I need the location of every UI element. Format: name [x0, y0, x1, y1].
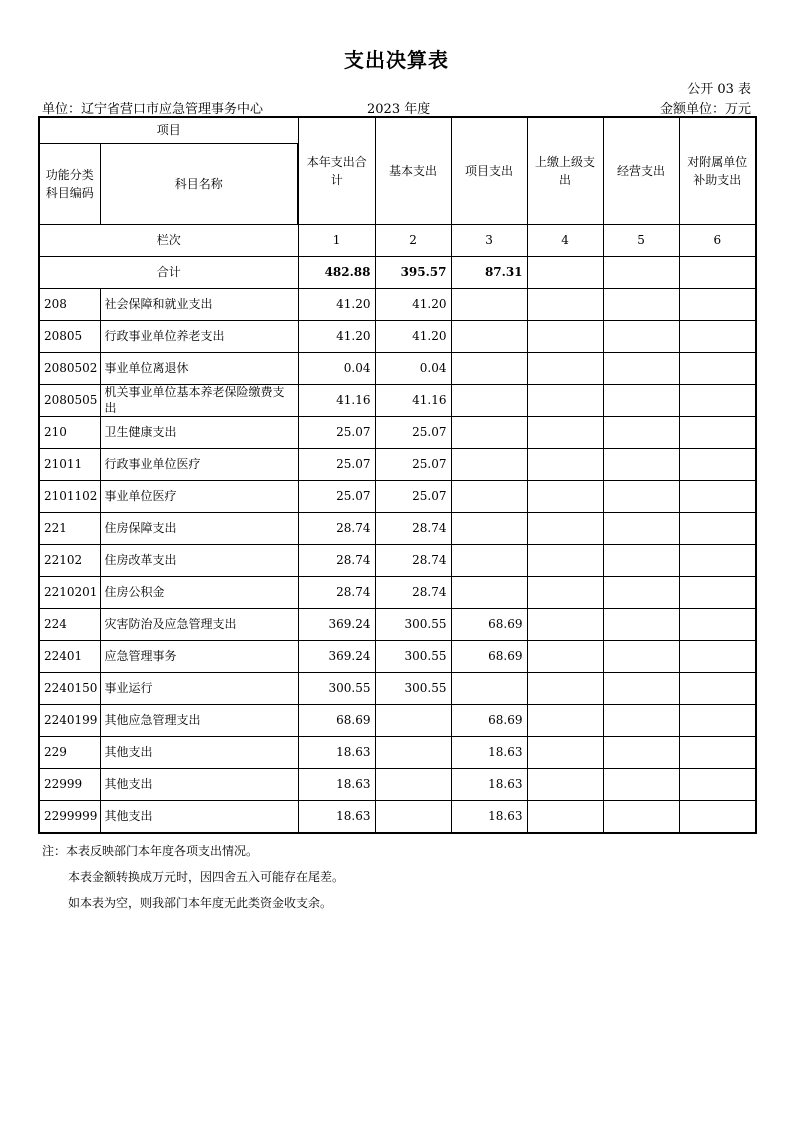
row-basic-expense: 25.07	[375, 416, 451, 448]
row-project-expense	[451, 288, 527, 320]
row-remit-expense	[527, 576, 603, 608]
row-subsidy-expense	[679, 704, 756, 736]
row-total-expense: 25.07	[298, 480, 375, 512]
row-remit-expense	[527, 704, 603, 736]
row-total-expense: 28.74	[298, 544, 375, 576]
row-name	[100, 800, 298, 833]
row-remit-expense	[527, 672, 603, 704]
notes	[42, 838, 344, 916]
row-basic-expense: 300.55	[375, 672, 451, 704]
total-c3: 87.31	[451, 256, 527, 288]
table-row	[39, 704, 756, 736]
row-subsidy-expense	[679, 544, 756, 576]
table-row	[39, 352, 756, 384]
row-operating-expense	[603, 512, 679, 544]
row-project-expense: 68.69	[451, 704, 527, 736]
row-code: 208	[39, 288, 100, 320]
table-row	[39, 608, 756, 640]
row-basic-expense: 28.74	[375, 544, 451, 576]
total-c1: 482.88	[298, 256, 375, 288]
row-code: 2240150	[39, 672, 100, 704]
table-row	[39, 480, 756, 512]
total-label: 合计	[39, 256, 298, 288]
row-project-expense: 18.63	[451, 800, 527, 833]
row-subsidy-expense	[679, 448, 756, 480]
table-row	[39, 576, 756, 608]
row-total-expense: 18.63	[298, 736, 375, 768]
row-remit-expense	[527, 768, 603, 800]
row-project-expense	[451, 672, 527, 704]
row-name	[100, 448, 298, 480]
row-operating-expense	[603, 704, 679, 736]
row-subsidy-expense	[679, 384, 756, 416]
row-basic-expense: 300.55	[375, 608, 451, 640]
row-name-text: 灾害防治及应急管理支出	[104, 617, 237, 631]
expenditure-table	[38, 116, 757, 834]
row-name	[100, 640, 298, 672]
row-basic-expense	[375, 768, 451, 800]
row-name	[100, 480, 298, 512]
row-total-expense: 28.74	[298, 512, 375, 544]
row-remit-expense	[527, 448, 603, 480]
row-total-expense: 68.69	[298, 704, 375, 736]
year-label: 2023 年度	[367, 102, 431, 117]
row-code: 20805	[39, 320, 100, 352]
row-name	[100, 320, 298, 352]
row-total-expense: 41.16	[298, 384, 375, 416]
row-code: 2299999	[39, 800, 100, 833]
row-name	[100, 416, 298, 448]
row-subsidy-expense	[679, 672, 756, 704]
header-col3: 项目支出	[451, 117, 527, 224]
row-remit-expense	[527, 320, 603, 352]
row-basic-expense: 25.07	[375, 480, 451, 512]
table-row	[39, 672, 756, 704]
total-row	[39, 256, 756, 288]
row-name-text: 其他支出	[104, 809, 153, 823]
index-2: 2	[375, 224, 451, 256]
row-total-expense: 300.55	[298, 672, 375, 704]
row-subsidy-expense	[679, 480, 756, 512]
page-title: 支出决算表	[344, 48, 449, 72]
row-code: 22401	[39, 640, 100, 672]
row-basic-expense	[375, 704, 451, 736]
header-col4: 上缴上级支出	[527, 117, 603, 224]
row-name-text: 住房改革支出	[104, 553, 177, 567]
row-total-expense: 41.20	[298, 320, 375, 352]
row-name-text: 行政事业单位医疗	[104, 457, 201, 471]
row-code: 224	[39, 608, 100, 640]
row-total-expense: 25.07	[298, 448, 375, 480]
row-code: 22999	[39, 768, 100, 800]
table-row	[39, 768, 756, 800]
row-name	[100, 608, 298, 640]
row-name-text: 机关事业单位基本养老保险缴费支出	[104, 385, 285, 415]
row-basic-expense: 25.07	[375, 448, 451, 480]
row-project-expense: 18.63	[451, 768, 527, 800]
row-name-text: 住房公积金	[104, 585, 165, 599]
row-basic-expense: 28.74	[375, 576, 451, 608]
total-c6	[679, 256, 756, 288]
note-2: 本表金额转换成万元时，因四舍五入可能存在尾差。	[68, 870, 345, 884]
table-row	[39, 736, 756, 768]
row-project-expense	[451, 448, 527, 480]
row-name-text: 行政事业单位养老支出	[104, 329, 225, 343]
row-code: 2080502	[39, 352, 100, 384]
row-name-text: 住房保障支出	[104, 521, 177, 535]
index-6: 6	[679, 224, 756, 256]
row-operating-expense	[603, 640, 679, 672]
row-project-expense	[451, 384, 527, 416]
row-total-expense: 369.24	[298, 640, 375, 672]
row-remit-expense	[527, 736, 603, 768]
table-row	[39, 512, 756, 544]
form-number: 公开 03 表	[687, 82, 751, 97]
row-operating-expense	[603, 416, 679, 448]
row-basic-expense: 300.55	[375, 640, 451, 672]
unit-label: 单位：辽宁省营口市应急管理事务中心	[42, 102, 264, 117]
row-subsidy-expense	[679, 608, 756, 640]
row-name	[100, 384, 298, 416]
header-col5: 经营支出	[603, 117, 679, 224]
row-remit-expense	[527, 384, 603, 416]
row-name-text: 社会保障和就业支出	[104, 297, 213, 311]
row-subsidy-expense	[679, 800, 756, 833]
row-project-expense: 18.63	[451, 736, 527, 768]
row-total-expense: 0.04	[298, 352, 375, 384]
table-row	[39, 800, 756, 833]
row-name	[100, 672, 298, 704]
row-name-text: 应急管理事务	[104, 649, 177, 663]
row-total-expense: 41.20	[298, 288, 375, 320]
row-total-expense: 28.74	[298, 576, 375, 608]
row-name-text: 事业单位医疗	[104, 489, 177, 503]
header-index-label: 栏次	[39, 224, 298, 256]
row-operating-expense	[603, 576, 679, 608]
table-row	[39, 448, 756, 480]
row-name	[100, 768, 298, 800]
header-code: 功能分类科目编码	[39, 143, 100, 224]
row-subsidy-expense	[679, 512, 756, 544]
row-code: 210	[39, 416, 100, 448]
row-code: 2080505	[39, 384, 100, 416]
row-name-text: 事业运行	[104, 681, 153, 695]
row-subsidy-expense	[679, 320, 756, 352]
row-remit-expense	[527, 544, 603, 576]
row-project-expense	[451, 544, 527, 576]
money-unit-label: 金额单位：万元	[659, 102, 751, 117]
row-code: 2240199	[39, 704, 100, 736]
table-row	[39, 384, 756, 416]
row-subsidy-expense	[679, 768, 756, 800]
row-operating-expense	[603, 608, 679, 640]
row-subsidy-expense	[679, 640, 756, 672]
row-name	[100, 576, 298, 608]
row-project-expense	[451, 576, 527, 608]
row-name	[100, 736, 298, 768]
note-1: 注：本表反映部门本年度各项支出情况。	[42, 844, 259, 858]
row-subsidy-expense	[679, 288, 756, 320]
row-total-expense: 25.07	[298, 416, 375, 448]
total-c4	[527, 256, 603, 288]
row-remit-expense	[527, 416, 603, 448]
row-code: 22102	[39, 544, 100, 576]
row-total-expense: 18.63	[298, 768, 375, 800]
row-name	[100, 704, 298, 736]
index-4: 4	[527, 224, 603, 256]
row-basic-expense: 41.20	[375, 288, 451, 320]
row-total-expense: 369.24	[298, 608, 375, 640]
row-operating-expense	[603, 448, 679, 480]
table-row	[39, 320, 756, 352]
row-remit-expense	[527, 352, 603, 384]
row-code: 21011	[39, 448, 100, 480]
row-project-expense: 68.69	[451, 640, 527, 672]
row-basic-expense	[375, 736, 451, 768]
index-1: 1	[298, 224, 375, 256]
row-remit-expense	[527, 800, 603, 833]
row-operating-expense	[603, 288, 679, 320]
header-col6: 对附属单位补助支出	[679, 117, 756, 224]
row-total-expense: 18.63	[298, 800, 375, 833]
row-name-text: 其他支出	[104, 745, 153, 759]
row-name-text: 其他支出	[104, 777, 153, 791]
row-operating-expense	[603, 736, 679, 768]
table-row	[39, 288, 756, 320]
row-name	[100, 512, 298, 544]
header-col1: 本年支出合计	[298, 117, 375, 224]
index-3: 3	[451, 224, 527, 256]
row-project-expense	[451, 320, 527, 352]
row-subsidy-expense	[679, 736, 756, 768]
row-operating-expense	[603, 480, 679, 512]
header-project: 项目	[39, 117, 298, 143]
row-code: 2210201	[39, 576, 100, 608]
row-operating-expense	[603, 800, 679, 833]
row-operating-expense	[603, 320, 679, 352]
row-operating-expense	[603, 768, 679, 800]
index-5: 5	[603, 224, 679, 256]
row-remit-expense	[527, 512, 603, 544]
row-code: 229	[39, 736, 100, 768]
row-code: 221	[39, 512, 100, 544]
row-remit-expense	[527, 640, 603, 672]
note-3: 如本表为空，则我部门本年度无此类资金收支余。	[68, 896, 333, 910]
row-operating-expense	[603, 352, 679, 384]
header-col2: 基本支出	[375, 117, 451, 224]
row-basic-expense: 28.74	[375, 512, 451, 544]
row-subsidy-expense	[679, 576, 756, 608]
row-name	[100, 544, 298, 576]
row-basic-expense: 41.16	[375, 384, 451, 416]
row-basic-expense	[375, 800, 451, 833]
total-c2: 395.57	[375, 256, 451, 288]
row-remit-expense	[527, 608, 603, 640]
table-row	[39, 640, 756, 672]
table-row	[39, 416, 756, 448]
row-project-expense	[451, 480, 527, 512]
row-name-text: 其他应急管理支出	[104, 713, 201, 727]
row-subsidy-expense	[679, 416, 756, 448]
row-project-expense	[451, 512, 527, 544]
row-operating-expense	[603, 544, 679, 576]
row-name	[100, 352, 298, 384]
table-row	[39, 544, 756, 576]
row-name-text: 卫生健康支出	[104, 425, 177, 439]
row-code: 2101102	[39, 480, 100, 512]
row-basic-expense: 41.20	[375, 320, 451, 352]
row-project-expense	[451, 352, 527, 384]
row-project-expense: 68.69	[451, 608, 527, 640]
row-remit-expense	[527, 480, 603, 512]
row-project-expense	[451, 416, 527, 448]
row-remit-expense	[527, 288, 603, 320]
row-operating-expense	[603, 672, 679, 704]
header-name: 科目名称	[100, 143, 298, 224]
row-name-text: 事业单位离退休	[104, 361, 189, 375]
row-subsidy-expense	[679, 352, 756, 384]
total-c5	[603, 256, 679, 288]
row-name	[100, 288, 298, 320]
row-operating-expense	[603, 384, 679, 416]
row-basic-expense: 0.04	[375, 352, 451, 384]
